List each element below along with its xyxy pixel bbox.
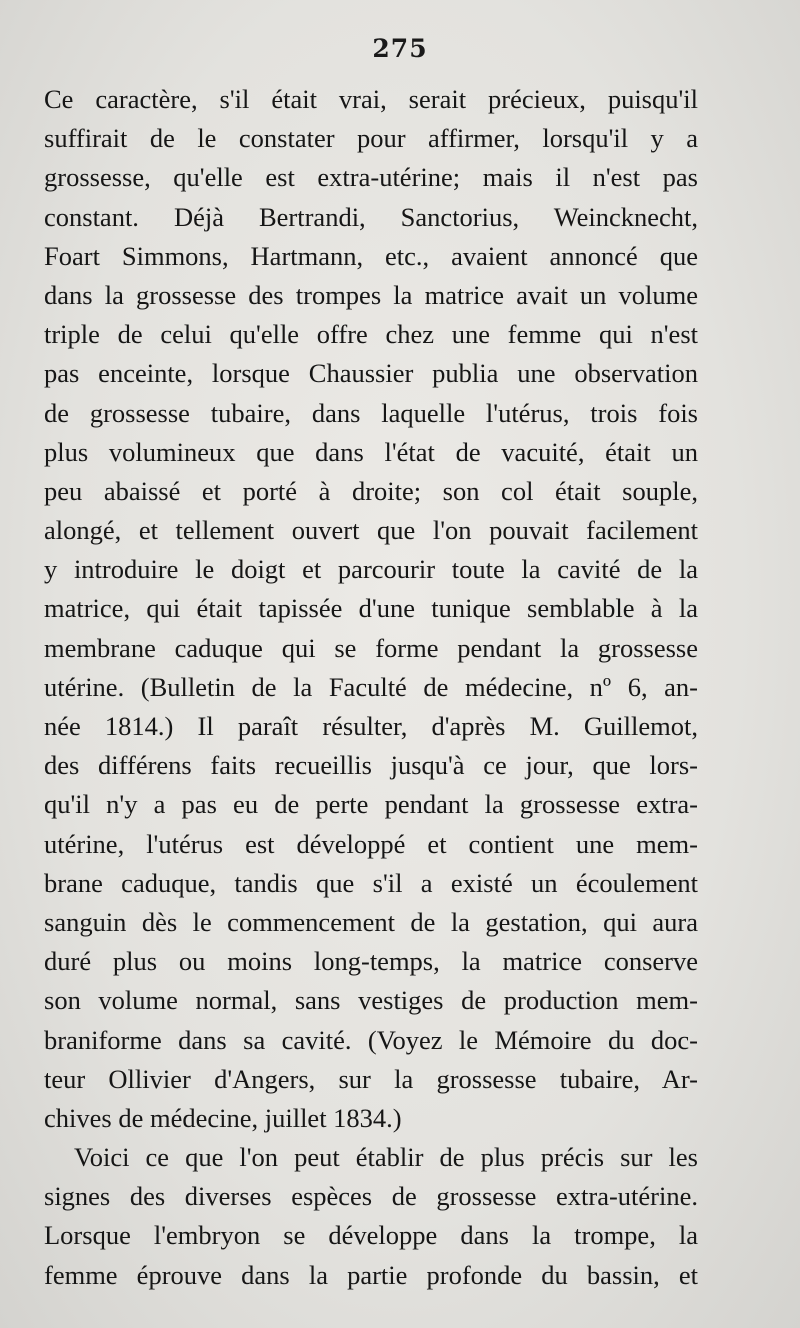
text-line: triple de celui qu'elle offre chez une femme qui n'est — [44, 319, 698, 350]
text-line: Voici ce que l'on peut établir de plus précis sur les — [74, 1142, 698, 1173]
text-line: brane caduque, tandis que s'il a existé un écoulement — [44, 867, 698, 898]
text-line: utérine. (Bulletin de la Faculté de médecine, nº 6, an- — [44, 671, 698, 702]
text-line: duré plus ou moins long-temps, la matrice conserve — [44, 946, 698, 977]
text-line: peu abaissé et porté à droite; son col était souple, — [44, 475, 698, 506]
text-line: teur Ollivier d'Angers, sur la grossesse tubaire, Ar- — [44, 1063, 698, 1094]
text-line: plus volumineux que dans l'état de vacuité, était un — [44, 436, 698, 467]
text-line: suffirait de le constater pour affirmer, lorsqu'il y a — [44, 123, 698, 154]
text-line: membrane caduque qui se forme pendant la grossesse — [44, 632, 698, 663]
text-line: constant. Déjà Bertrandi, Sanctorius, Weincknecht, — [44, 201, 698, 232]
text-line: des différens faits recueillis jusqu'à ce jour, que lors- — [44, 750, 698, 781]
text-line: alongé, et tellement ouvert que l'on pouvait facilement — [44, 515, 698, 546]
text-line: signes des diverses espèces de grossesse extra-utérine. — [44, 1181, 698, 1212]
text-line: Foart Simmons, Hartmann, etc., avaient annoncé que — [44, 240, 698, 271]
text-line: dans la grossesse des trompes la matrice avait un volume — [44, 279, 698, 310]
text-line: utérine, l'utérus est développé et contient une mem- — [44, 828, 698, 859]
text-line: pas enceinte, lorsque Chaussier publia une observation — [44, 358, 698, 389]
text-line: grossesse, qu'elle est extra-utérine; mais il n'est pas — [44, 162, 698, 193]
text-line: y introduire le doigt et parcourir toute la cavité de la — [44, 554, 698, 585]
text-line: matrice, qui était tapissée d'une tunique semblable à la — [44, 593, 698, 624]
text-line: sanguin dès le commencement de la gestation, qui aura — [44, 906, 698, 937]
text-line: Lorsque l'embryon se développe dans la trompe, la — [44, 1220, 698, 1251]
text-line: chives de médecine, juillet 1834.) — [44, 1102, 402, 1133]
text-line: de grossesse tubaire, dans laquelle l'utérus, trois fois — [44, 397, 698, 428]
page-number: 275 — [372, 34, 428, 63]
text-line: née 1814.) Il paraît résulter, d'après M. Guillemot, — [44, 711, 698, 741]
text-line: femme éprouve dans la partie profonde du bassin, et — [44, 1259, 698, 1290]
text-line: braniforme dans sa cavité. (Voyez le Mémoire du doc- — [44, 1024, 698, 1055]
text-line: son volume normal, sans vestiges de production mem- — [44, 985, 698, 1016]
text-line: Ce caractère, s'il était vrai, serait précieux, puisqu'il — [44, 84, 698, 114]
text-line: qu'il n'y a pas eu de perte pendant la grossesse extra- — [44, 789, 698, 820]
body-text — [44, 80, 698, 1295]
